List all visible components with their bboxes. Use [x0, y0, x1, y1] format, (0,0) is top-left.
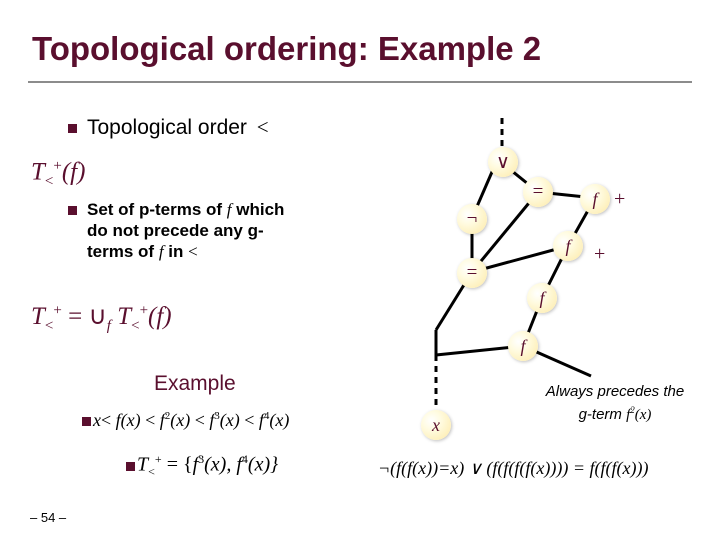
- plus-marker-1: +: [614, 188, 626, 210]
- node-equals-2: =: [457, 258, 487, 288]
- definition-heading: $T_<^+(f)$: [31, 158, 86, 190]
- union-formula: $T_<^+$ = $\cup_f$ $T_<^+(f)$: [31, 302, 172, 334]
- slide-title: Topological ordering: Example 2: [32, 30, 542, 67]
- node-f-1: f: [580, 184, 610, 214]
- example-set: $T_<^+ = \{f^3(x)$, $f^4(x)$}: [126, 452, 278, 480]
- bullet-topological-order: Topological order <: [68, 115, 269, 140]
- bottom-formula: ¬(f(f(x))=x) ∨ (f(f(f(f(x)))) = f(f(f(x))): [378, 458, 649, 478]
- precedence-note: Always precedes the g-term $f^2(x)$: [545, 383, 685, 423]
- plus-marker-2: +: [594, 243, 606, 265]
- slide-number: – 54 –: [30, 510, 67, 525]
- node-f-3: f: [527, 283, 557, 313]
- node-f-4: f: [508, 331, 538, 361]
- example-heading: Example: [154, 372, 236, 395]
- bullet-definition: Set of p-terms of f which do not precede any g- terms of f in <: [68, 199, 284, 262]
- node-equals-1: =: [523, 177, 553, 207]
- example-chain: $x< f(x) < f^2(x) < f^3(x) < f^4(x)$: [82, 410, 289, 431]
- node-f-2: f: [553, 231, 583, 261]
- node-or: ∨: [488, 147, 518, 177]
- node-not: ¬: [457, 204, 487, 234]
- node-x: x: [421, 410, 451, 440]
